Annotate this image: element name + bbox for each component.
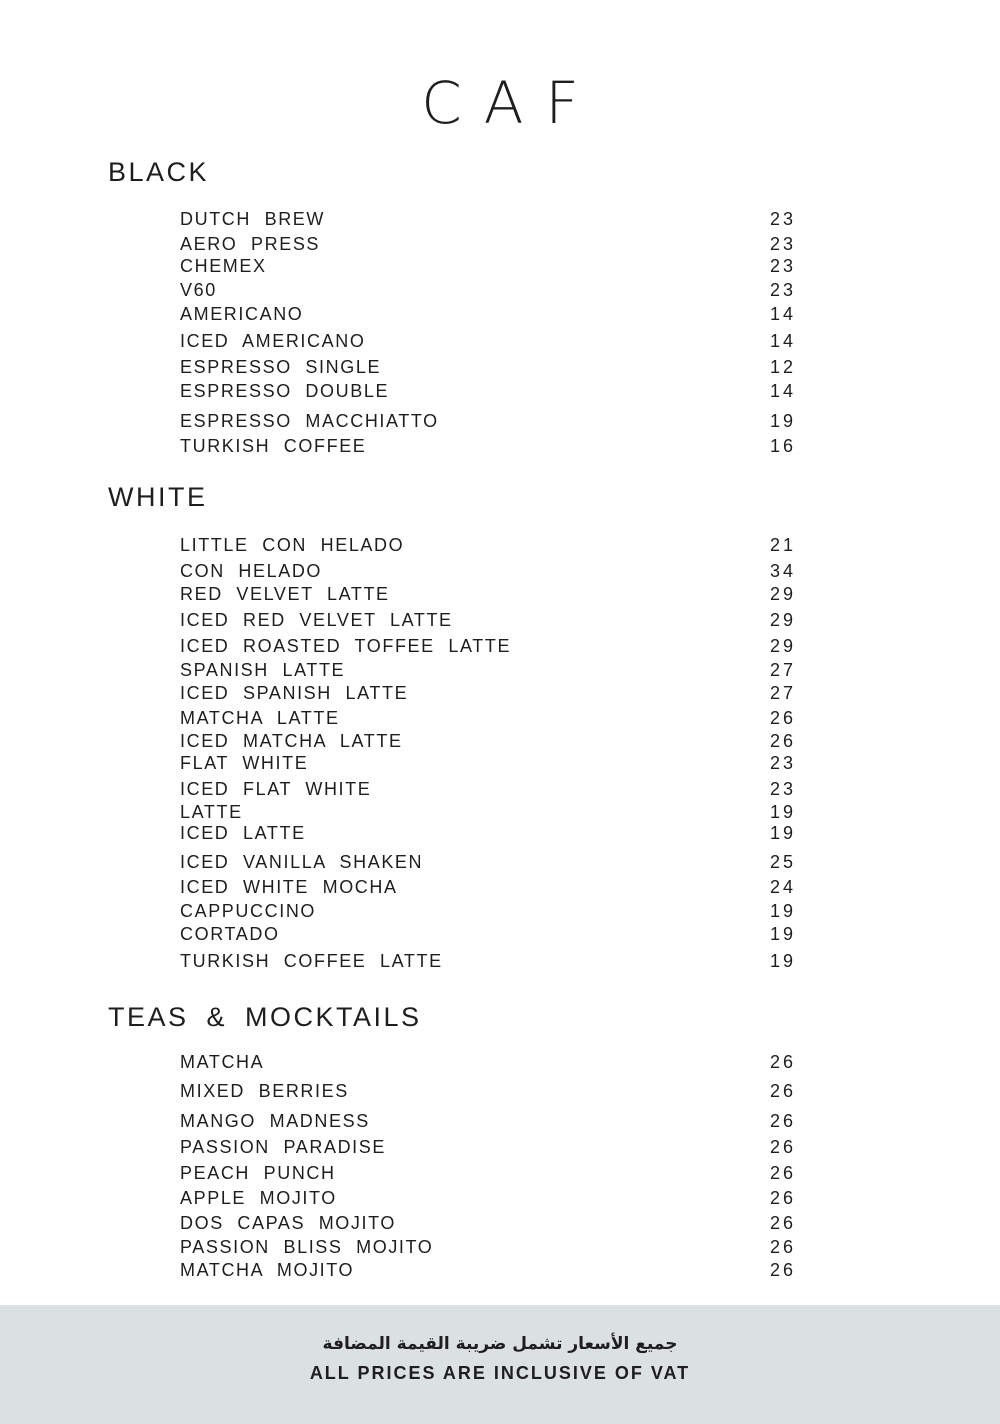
menu-item — [180, 801, 796, 823]
item-price: 26 — [769, 1237, 796, 1257]
menu-item — [180, 707, 796, 729]
menu-item — [180, 609, 796, 631]
item-name: ICED SPANISH LATTE — [180, 683, 409, 703]
item-name: LITTLE CON HELADO — [180, 535, 405, 555]
item-name: MATCHA LATTE — [180, 708, 340, 728]
vat-note-english: ALL PRICES ARE INCLUSIVE OF VAT — [309, 1363, 691, 1383]
item-name: PASSION PARADISE — [180, 1137, 386, 1157]
item-price: 23 — [769, 209, 796, 229]
item-name: ICED ROASTED TOFFEE LATTE — [180, 636, 512, 656]
item-name: PASSION BLISS MOJITO — [180, 1237, 434, 1257]
item-price: 27 — [769, 660, 796, 680]
item-price: 19 — [769, 901, 796, 921]
item-name: ICED WHITE MOCHA — [180, 877, 398, 897]
section-title-teas-mocktails: TEAS & MOCKTAILS — [108, 1002, 422, 1032]
item-name: TURKISH COFFEE LATTE — [180, 951, 443, 971]
menu-item — [180, 356, 796, 378]
item-name: ICED RED VELVET LATTE — [180, 610, 453, 630]
menu-item — [180, 1162, 796, 1184]
item-price: 12 — [769, 357, 796, 377]
item-price: 26 — [769, 708, 796, 728]
item-name: DUTCH BREW — [180, 209, 325, 229]
item-price: 27 — [769, 683, 796, 703]
item-price: 26 — [769, 1111, 796, 1131]
item-price: 19 — [769, 411, 796, 431]
item-name: AMERICANO — [180, 304, 304, 324]
menu-item — [180, 208, 796, 230]
item-price: 19 — [769, 951, 796, 971]
item-name: AERO PRESS — [180, 234, 321, 254]
menu-item — [180, 1136, 796, 1158]
item-price: 29 — [769, 584, 796, 604]
item-name: MANGO MADNESS — [180, 1111, 370, 1131]
item-name: APPLE MOJITO — [180, 1188, 337, 1208]
menu-item — [180, 410, 796, 432]
section-title-black: BLACK — [108, 157, 210, 187]
item-price: 19 — [769, 802, 796, 822]
item-name: V60 — [180, 280, 217, 300]
item-price: 26 — [769, 1081, 796, 1101]
item-name: ICED AMERICANO — [180, 331, 366, 351]
menu-item — [180, 303, 796, 325]
item-price: 34 — [769, 561, 796, 581]
menu-item — [180, 279, 796, 301]
item-price: 14 — [769, 304, 796, 324]
item-name: FLAT WHITE — [180, 753, 309, 773]
item-price: 24 — [769, 877, 796, 897]
item-price: 14 — [769, 331, 796, 351]
item-price: 26 — [769, 1137, 796, 1157]
menu-item — [180, 583, 796, 605]
menu-item — [180, 778, 796, 800]
item-name: DOS CAPAS MOJITO — [180, 1213, 396, 1233]
logo-text: CAF — [421, 69, 601, 137]
menu-item — [180, 1259, 796, 1281]
item-name: ESPRESSO DOUBLE — [180, 381, 390, 401]
item-name: LATTE — [180, 802, 243, 822]
item-price: 23 — [769, 779, 796, 799]
item-name: ICED FLAT WHITE — [180, 779, 372, 799]
item-price: 23 — [769, 234, 796, 254]
menu-item — [180, 950, 796, 972]
item-name: ICED MATCHA LATTE — [180, 731, 403, 751]
menu-item — [180, 560, 796, 582]
item-name: ESPRESSO SINGLE — [180, 357, 382, 377]
menu-item — [180, 752, 796, 774]
item-price: 26 — [769, 1188, 796, 1208]
item-price: 21 — [769, 535, 796, 555]
item-name: CON HELADO — [180, 561, 323, 581]
menu-item — [180, 534, 796, 556]
item-price: 23 — [769, 256, 796, 276]
vat-footer — [0, 1305, 1000, 1424]
item-name: CORTADO — [180, 924, 280, 944]
item-name: ICED LATTE — [180, 823, 306, 843]
item-price: 26 — [769, 1163, 796, 1183]
menu-item — [180, 1187, 796, 1209]
menu-item — [180, 233, 796, 255]
item-name: CAPPUCCINO — [180, 901, 317, 921]
menu-item — [180, 1212, 796, 1234]
item-price: 29 — [769, 610, 796, 630]
menu-item — [180, 923, 796, 945]
vat-note-arabic: جميع الأسعار تشمل ضريبة القيمة المضافة — [322, 1334, 678, 1354]
logo — [0, 68, 1000, 138]
menu-item — [180, 1051, 796, 1073]
item-price: 29 — [769, 636, 796, 656]
menu-item — [180, 730, 796, 752]
item-name: TURKISH COFFEE — [180, 436, 367, 456]
item-price: 14 — [769, 381, 796, 401]
menu-item — [180, 1080, 796, 1102]
item-price: 23 — [769, 753, 796, 773]
item-name: PEACH PUNCH — [180, 1163, 336, 1183]
item-price: 26 — [769, 1213, 796, 1233]
item-price: 26 — [769, 1260, 796, 1280]
item-name: RED VELVET LATTE — [180, 584, 390, 604]
item-price: 23 — [769, 280, 796, 300]
item-name: ESPRESSO MACCHIATTO — [180, 411, 439, 431]
item-name: SPANISH LATTE — [180, 660, 346, 680]
item-price: 16 — [769, 436, 796, 456]
item-name: MATCHA MOJITO — [180, 1260, 355, 1280]
item-name: CHEMEX — [180, 256, 267, 276]
item-price: 26 — [769, 731, 796, 751]
menu-item — [180, 380, 796, 402]
item-name: MIXED BERRIES — [180, 1081, 349, 1101]
menu-item — [180, 435, 796, 457]
item-price: 19 — [769, 924, 796, 944]
item-name: ICED VANILLA SHAKEN — [180, 852, 424, 872]
menu-item — [180, 876, 796, 898]
menu-item — [180, 330, 796, 352]
item-price: 19 — [769, 823, 796, 843]
menu-item — [180, 659, 796, 681]
item-price: 26 — [769, 1052, 796, 1072]
menu-item — [180, 900, 796, 922]
item-price: 25 — [769, 852, 796, 872]
menu-item — [180, 255, 796, 277]
menu-item — [180, 851, 796, 873]
section-title-white: WHITE — [108, 482, 208, 512]
menu-item — [180, 635, 796, 657]
item-name: MATCHA — [180, 1052, 265, 1072]
menu-item — [180, 682, 796, 704]
menu-item — [180, 1236, 796, 1258]
menu-item — [180, 1110, 796, 1132]
menu-item — [180, 822, 796, 844]
